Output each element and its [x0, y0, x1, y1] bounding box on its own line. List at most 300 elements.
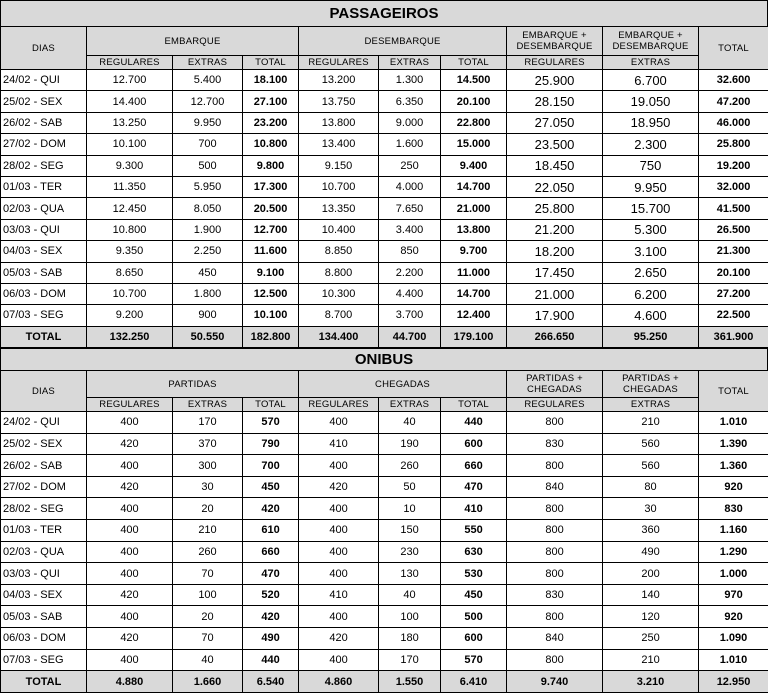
value-cell: 1.360: [699, 455, 768, 477]
header-regulares: REGULARES: [299, 398, 379, 412]
day-cell: 26/02 - SAB: [1, 455, 87, 477]
total-label: TOTAL: [1, 326, 87, 347]
value-cell: 2.650: [603, 262, 699, 283]
table-row: [1, 412, 768, 434]
value-cell: 9.400: [441, 155, 507, 176]
value-cell: 10.800: [243, 134, 299, 155]
value-cell: 13.250: [87, 112, 173, 133]
value-cell: 13.400: [299, 134, 379, 155]
total-value-cell: 179.100: [441, 326, 507, 347]
header-chegadas: CHEGADAS: [299, 371, 507, 398]
value-cell: 23.200: [243, 112, 299, 133]
header-regulares: REGULARES: [299, 56, 379, 70]
header-subtotal: TOTAL: [441, 398, 507, 412]
header-subtotal: TOTAL: [243, 398, 299, 412]
value-cell: 400: [87, 498, 173, 520]
value-cell: 920: [699, 476, 768, 498]
value-cell: 15.700: [603, 198, 699, 219]
value-cell: 1.290: [699, 541, 768, 563]
value-cell: 2.250: [173, 241, 243, 262]
total-value-cell: 9.740: [507, 671, 603, 693]
table-row: [1, 134, 768, 155]
value-cell: 1.390: [699, 433, 768, 455]
value-cell: 28.150: [507, 91, 603, 112]
value-cell: 17.300: [243, 176, 299, 197]
value-cell: 6.200: [603, 283, 699, 304]
value-cell: 1.600: [379, 134, 441, 155]
value-cell: 12.450: [87, 198, 173, 219]
value-cell: 11.350: [87, 176, 173, 197]
value-cell: 9.950: [603, 176, 699, 197]
value-cell: 20: [173, 606, 243, 628]
value-cell: 300: [173, 455, 243, 477]
value-cell: 260: [173, 541, 243, 563]
value-cell: 10.400: [299, 219, 379, 240]
value-cell: 250: [379, 155, 441, 176]
value-cell: 7.650: [379, 198, 441, 219]
header-desembarque: DESEMBARQUE: [299, 27, 507, 56]
value-cell: 9.300: [87, 155, 173, 176]
table-row: [1, 520, 768, 542]
header-emb-desemb-extras: EMBARQUE + DESEMBARQUE: [603, 27, 699, 56]
total-label: TOTAL: [1, 671, 87, 693]
day-cell: 06/03 - DOM: [1, 628, 87, 650]
day-cell: 25/02 - SEX: [1, 91, 87, 112]
value-cell: 3.400: [379, 219, 441, 240]
value-cell: 840: [507, 476, 603, 498]
header-extras: EXTRAS: [173, 398, 243, 412]
value-cell: 260: [379, 455, 441, 477]
header-part-cheg-regulares: PARTIDAS + CHEGADAS: [507, 371, 603, 398]
value-cell: 400: [87, 455, 173, 477]
value-cell: 13.200: [299, 70, 379, 91]
onibus-title: ONIBUS: [0, 348, 768, 370]
value-cell: 420: [87, 628, 173, 650]
total-value-cell: 12.950: [699, 671, 768, 693]
value-cell: 470: [441, 476, 507, 498]
table-row: [1, 541, 768, 563]
total-value-cell: 6.540: [243, 671, 299, 693]
value-cell: 41.500: [699, 198, 768, 219]
total-row: [1, 326, 768, 347]
value-cell: 440: [243, 649, 299, 671]
value-cell: 210: [173, 520, 243, 542]
value-cell: 400: [87, 563, 173, 585]
value-cell: 400: [87, 649, 173, 671]
day-cell: 06/03 - DOM: [1, 283, 87, 304]
header-part-cheg-extras: PARTIDAS + CHEGADAS: [603, 371, 699, 398]
table-row: [1, 563, 768, 585]
value-cell: 10: [379, 498, 441, 520]
day-cell: 07/03 - SEG: [1, 305, 87, 326]
value-cell: 210: [603, 412, 699, 434]
value-cell: 400: [87, 520, 173, 542]
table-row: [1, 606, 768, 628]
value-cell: 100: [379, 606, 441, 628]
table-row: [1, 198, 768, 219]
value-cell: 790: [243, 433, 299, 455]
value-cell: 440: [441, 412, 507, 434]
day-cell: 04/03 - SEX: [1, 241, 87, 262]
value-cell: 550: [441, 520, 507, 542]
value-cell: 32.600: [699, 70, 768, 91]
value-cell: 470: [243, 563, 299, 585]
value-cell: 1.800: [173, 283, 243, 304]
value-cell: 700: [243, 455, 299, 477]
table-row: [1, 498, 768, 520]
value-cell: 700: [173, 134, 243, 155]
day-cell: 24/02 - QUI: [1, 70, 87, 91]
value-cell: 600: [441, 433, 507, 455]
total-value-cell: 95.250: [603, 326, 699, 347]
value-cell: 170: [173, 412, 243, 434]
header-emb-desemb-regulares: EMBARQUE + DESEMBARQUE: [507, 27, 603, 56]
header-total: TOTAL: [699, 371, 768, 412]
value-cell: 12.700: [243, 219, 299, 240]
value-cell: 1.300: [379, 70, 441, 91]
value-cell: 10.100: [243, 305, 299, 326]
value-cell: 410: [299, 584, 379, 606]
value-cell: 25.900: [507, 70, 603, 91]
value-cell: 800: [507, 498, 603, 520]
value-cell: 22.500: [699, 305, 768, 326]
value-cell: 420: [87, 433, 173, 455]
day-cell: 03/03 - QUI: [1, 219, 87, 240]
header-dias: DIAS: [1, 27, 87, 70]
total-value-cell: 50.550: [173, 326, 243, 347]
header-extras: EXTRAS: [603, 56, 699, 70]
value-cell: 9.800: [243, 155, 299, 176]
value-cell: 6.350: [379, 91, 441, 112]
value-cell: 420: [87, 476, 173, 498]
table-row: [1, 70, 768, 91]
value-cell: 800: [507, 455, 603, 477]
value-cell: 400: [87, 606, 173, 628]
table-row: [1, 155, 768, 176]
value-cell: 5.400: [173, 70, 243, 91]
header-subtotal: TOTAL: [243, 56, 299, 70]
value-cell: 18.200: [507, 241, 603, 262]
total-value-cell: 4.860: [299, 671, 379, 693]
total-value-cell: 44.700: [379, 326, 441, 347]
value-cell: 20: [173, 498, 243, 520]
value-cell: 1.900: [173, 219, 243, 240]
value-cell: 400: [87, 412, 173, 434]
value-cell: 660: [441, 455, 507, 477]
header-partidas: PARTIDAS: [87, 371, 299, 398]
day-cell: 28/02 - SEG: [1, 498, 87, 520]
header-regulares: REGULARES: [507, 398, 603, 412]
table-row: [1, 241, 768, 262]
value-cell: 400: [87, 541, 173, 563]
day-cell: 05/03 - SAB: [1, 262, 87, 283]
value-cell: 400: [299, 606, 379, 628]
total-value-cell: 3.210: [603, 671, 699, 693]
value-cell: 600: [441, 628, 507, 650]
value-cell: 800: [507, 563, 603, 585]
value-cell: 10.800: [87, 219, 173, 240]
value-cell: 12.700: [87, 70, 173, 91]
value-cell: 800: [507, 649, 603, 671]
value-cell: 9.350: [87, 241, 173, 262]
value-cell: 8.700: [299, 305, 379, 326]
value-cell: 5.950: [173, 176, 243, 197]
value-cell: 32.000: [699, 176, 768, 197]
day-cell: 25/02 - SEX: [1, 433, 87, 455]
value-cell: 190: [379, 433, 441, 455]
value-cell: 20.100: [699, 262, 768, 283]
value-cell: 25.800: [699, 134, 768, 155]
passageiros-title: PASSAGEIROS: [0, 0, 768, 26]
value-cell: 18.100: [243, 70, 299, 91]
header-extras: EXTRAS: [173, 56, 243, 70]
value-cell: 170: [379, 649, 441, 671]
value-cell: 970: [699, 584, 768, 606]
value-cell: 23.500: [507, 134, 603, 155]
value-cell: 370: [173, 433, 243, 455]
day-cell: 02/03 - QUA: [1, 198, 87, 219]
value-cell: 9.700: [441, 241, 507, 262]
value-cell: 13.750: [299, 91, 379, 112]
value-cell: 50: [379, 476, 441, 498]
header-subtotal: TOTAL: [441, 56, 507, 70]
value-cell: 9.950: [173, 112, 243, 133]
value-cell: 18.950: [603, 112, 699, 133]
value-cell: 800: [507, 541, 603, 563]
value-cell: 70: [173, 628, 243, 650]
value-cell: 610: [243, 520, 299, 542]
value-cell: 150: [379, 520, 441, 542]
value-cell: 900: [173, 305, 243, 326]
table-row: [1, 305, 768, 326]
header-regulares: REGULARES: [87, 56, 173, 70]
total-value-cell: 266.650: [507, 326, 603, 347]
value-cell: 560: [603, 433, 699, 455]
value-cell: 840: [507, 628, 603, 650]
value-cell: 8.800: [299, 262, 379, 283]
value-cell: 120: [603, 606, 699, 628]
value-cell: 80: [603, 476, 699, 498]
value-cell: 14.500: [441, 70, 507, 91]
header-total: TOTAL: [699, 27, 768, 70]
value-cell: 400: [299, 412, 379, 434]
value-cell: 850: [379, 241, 441, 262]
value-cell: 490: [243, 628, 299, 650]
value-cell: 1.000: [699, 563, 768, 585]
value-cell: 490: [603, 541, 699, 563]
day-cell: 04/03 - SEX: [1, 584, 87, 606]
day-cell: 07/03 - SEG: [1, 649, 87, 671]
day-cell: 28/02 - SEG: [1, 155, 87, 176]
value-cell: 18.450: [507, 155, 603, 176]
table-row: [1, 649, 768, 671]
value-cell: 9.200: [87, 305, 173, 326]
table-row: [1, 91, 768, 112]
value-cell: 17.450: [507, 262, 603, 283]
value-cell: 210: [603, 649, 699, 671]
value-cell: 1.090: [699, 628, 768, 650]
value-cell: 12.500: [243, 283, 299, 304]
total-value-cell: 361.900: [699, 326, 768, 347]
value-cell: 40: [173, 649, 243, 671]
header-extras: EXTRAS: [379, 56, 441, 70]
table-row: [1, 112, 768, 133]
value-cell: 420: [243, 606, 299, 628]
value-cell: 400: [299, 649, 379, 671]
value-cell: 14.700: [441, 176, 507, 197]
day-cell: 27/02 - DOM: [1, 476, 87, 498]
header-dias: DIAS: [1, 371, 87, 412]
value-cell: 12.700: [173, 91, 243, 112]
value-cell: 9.100: [243, 262, 299, 283]
day-cell: 26/02 - SAB: [1, 112, 87, 133]
header-regulares: REGULARES: [507, 56, 603, 70]
table-row: [1, 584, 768, 606]
value-cell: 10.700: [87, 283, 173, 304]
total-value-cell: 1.550: [379, 671, 441, 693]
value-cell: 40: [379, 584, 441, 606]
value-cell: 420: [243, 498, 299, 520]
value-cell: 2.200: [379, 262, 441, 283]
value-cell: 100: [173, 584, 243, 606]
value-cell: 140: [603, 584, 699, 606]
value-cell: 47.200: [699, 91, 768, 112]
value-cell: 3.100: [603, 241, 699, 262]
value-cell: 410: [441, 498, 507, 520]
value-cell: 30: [173, 476, 243, 498]
value-cell: 800: [507, 606, 603, 628]
value-cell: 20.500: [243, 198, 299, 219]
table-row: [1, 476, 768, 498]
value-cell: 180: [379, 628, 441, 650]
table-row: [1, 262, 768, 283]
table-row: [1, 219, 768, 240]
value-cell: 19.200: [699, 155, 768, 176]
passageiros-table: [0, 26, 768, 348]
value-cell: 40: [379, 412, 441, 434]
total-value-cell: 1.660: [173, 671, 243, 693]
header-extras: EXTRAS: [603, 398, 699, 412]
value-cell: 200: [603, 563, 699, 585]
value-cell: 14.700: [441, 283, 507, 304]
value-cell: 20.100: [441, 91, 507, 112]
value-cell: 17.900: [507, 305, 603, 326]
onibus-table: [0, 370, 768, 693]
value-cell: 420: [299, 476, 379, 498]
value-cell: 21.300: [699, 241, 768, 262]
value-cell: 400: [299, 498, 379, 520]
value-cell: 46.000: [699, 112, 768, 133]
value-cell: 10.300: [299, 283, 379, 304]
table-row: [1, 455, 768, 477]
value-cell: 30: [603, 498, 699, 520]
value-cell: 14.400: [87, 91, 173, 112]
day-cell: 02/03 - QUA: [1, 541, 87, 563]
value-cell: 500: [441, 606, 507, 628]
value-cell: 400: [299, 520, 379, 542]
value-cell: 520: [243, 584, 299, 606]
value-cell: 25.800: [507, 198, 603, 219]
day-cell: 05/03 - SAB: [1, 606, 87, 628]
value-cell: 5.300: [603, 219, 699, 240]
value-cell: 830: [507, 433, 603, 455]
value-cell: 21.200: [507, 219, 603, 240]
total-value-cell: 4.880: [87, 671, 173, 693]
value-cell: 26.500: [699, 219, 768, 240]
total-value-cell: 6.410: [441, 671, 507, 693]
value-cell: 500: [173, 155, 243, 176]
value-cell: 660: [243, 541, 299, 563]
value-cell: 570: [243, 412, 299, 434]
value-cell: 560: [603, 455, 699, 477]
day-cell: 03/03 - QUI: [1, 563, 87, 585]
value-cell: 13.800: [441, 219, 507, 240]
value-cell: 22.050: [507, 176, 603, 197]
value-cell: 450: [173, 262, 243, 283]
value-cell: 21.000: [441, 198, 507, 219]
value-cell: 11.000: [441, 262, 507, 283]
table-row: [1, 283, 768, 304]
value-cell: 12.400: [441, 305, 507, 326]
value-cell: 400: [299, 563, 379, 585]
total-value-cell: 134.400: [299, 326, 379, 347]
value-cell: 450: [441, 584, 507, 606]
value-cell: 10.700: [299, 176, 379, 197]
value-cell: 8.850: [299, 241, 379, 262]
header-regulares: REGULARES: [87, 398, 173, 412]
value-cell: 800: [507, 520, 603, 542]
value-cell: 420: [87, 584, 173, 606]
header-embarque: EMBARQUE: [87, 27, 299, 56]
value-cell: 13.800: [299, 112, 379, 133]
value-cell: 9.000: [379, 112, 441, 133]
table-row: [1, 628, 768, 650]
value-cell: 750: [603, 155, 699, 176]
value-cell: 19.050: [603, 91, 699, 112]
value-cell: 530: [441, 563, 507, 585]
value-cell: 21.000: [507, 283, 603, 304]
value-cell: 920: [699, 606, 768, 628]
value-cell: 70: [173, 563, 243, 585]
value-cell: 1.010: [699, 412, 768, 434]
value-cell: 410: [299, 433, 379, 455]
day-cell: 01/03 - TER: [1, 520, 87, 542]
value-cell: 570: [441, 649, 507, 671]
value-cell: 3.700: [379, 305, 441, 326]
table-row: [1, 176, 768, 197]
value-cell: 11.600: [243, 241, 299, 262]
value-cell: 1.160: [699, 520, 768, 542]
value-cell: 630: [441, 541, 507, 563]
value-cell: 800: [507, 412, 603, 434]
value-cell: 400: [299, 541, 379, 563]
total-value-cell: 182.800: [243, 326, 299, 347]
value-cell: 130: [379, 563, 441, 585]
table-row: [1, 433, 768, 455]
value-cell: 27.050: [507, 112, 603, 133]
value-cell: 230: [379, 541, 441, 563]
value-cell: 450: [243, 476, 299, 498]
value-cell: 1.010: [699, 649, 768, 671]
day-cell: 01/03 - TER: [1, 176, 87, 197]
value-cell: 400: [299, 455, 379, 477]
value-cell: 360: [603, 520, 699, 542]
value-cell: 420: [299, 628, 379, 650]
value-cell: 8.650: [87, 262, 173, 283]
value-cell: 6.700: [603, 70, 699, 91]
value-cell: 8.050: [173, 198, 243, 219]
day-cell: 27/02 - DOM: [1, 134, 87, 155]
